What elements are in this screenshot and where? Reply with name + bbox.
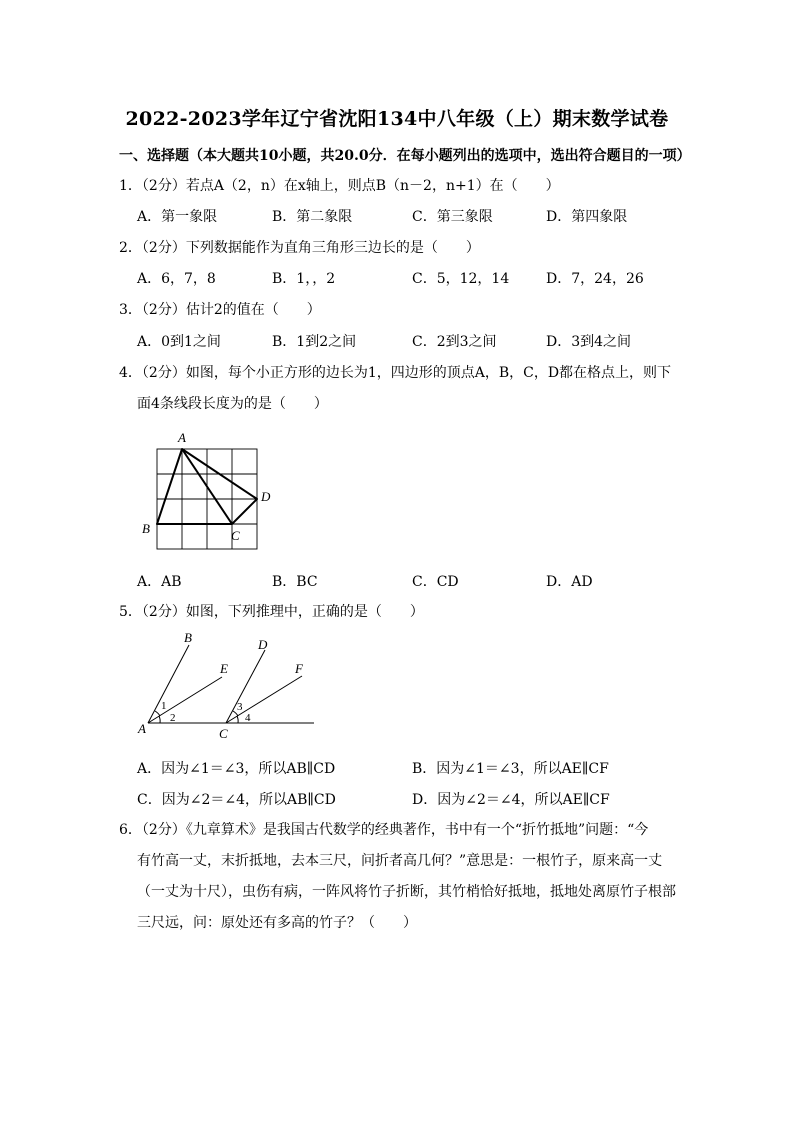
question-6-line-3: （一丈为十尺），虫伤有病，一阵风将竹子折断，其竹梢恰好抵地，抵地处离原竹子根部 [137, 884, 676, 900]
question-6-line-1: 6．（2分）《九章算术》是我国古代数学的经典著作，书中有一个“折竹抵地”问题：“今 [119, 822, 649, 838]
figure5-label-d: D [258, 637, 268, 652]
question-4-stem-line-2: 面4条线段长度为的是（ ） [137, 396, 328, 412]
figure5-label-a: A [138, 721, 146, 736]
question-2-stem: 2．（2分）下列数据能作为直角三角形三边长的是（ ） [119, 240, 480, 256]
question-4-stem-line-1: 4．（2分）如图，每个小正方形的边长为1，四边形的顶点A，B，C，D都在格点上，则下 [119, 365, 672, 381]
figure4-label-c: C [231, 528, 240, 543]
figure5-label-f: F [295, 661, 303, 676]
figure5-label-c: C [219, 726, 228, 741]
question-4-option-c[interactable]: C．CD [412, 574, 459, 590]
question-3-option-b[interactable]: B．1到2之间 [272, 334, 357, 350]
figure5-label-b: B [184, 630, 192, 645]
question-3-stem: 3．（2分）估计2的值在（ ） [119, 302, 321, 318]
question-2-option-a[interactable]: A．6，7，8 [137, 271, 216, 287]
page-title: 2022-2023学年辽宁省沈阳134中八年级（上）期末数学试卷 [125, 108, 669, 130]
question-1-option-b[interactable]: B．第二象限 [272, 209, 353, 225]
question-1-option-a[interactable]: A．第一象限 [137, 209, 218, 225]
question-1-option-d[interactable]: D．第四象限 [546, 209, 628, 225]
question-6-line-2: 有竹高一丈，末折抵地，去本三尺，问折者高几何？”意思是：一根竹子，原来高一丈 [137, 853, 663, 869]
question-4-option-d[interactable]: D．AD [546, 574, 593, 590]
question-4-option-b[interactable]: B．BC [272, 574, 318, 590]
question-5-angle-figure [134, 630, 324, 745]
question-2-option-d[interactable]: D．7，24，26 [546, 271, 644, 287]
figure4-label-d: D [261, 489, 271, 504]
question-2-option-c[interactable]: C．5，12，14 [412, 271, 510, 287]
question-5-option-a[interactable]: A．因为∠1＝∠3，所以AB∥CD [137, 761, 336, 777]
question-3-option-a[interactable]: A．0到1之间 [137, 334, 221, 350]
figure5-angle-2: 2 [170, 712, 176, 724]
figure4-label-b: B [142, 521, 150, 536]
question-4-option-a[interactable]: A．AB [137, 574, 182, 590]
figure5-angle-1: 1 [161, 700, 167, 712]
question-6-line-4: 三尺远，问：原处还有多高的竹子？（ ） [137, 915, 417, 931]
question-5-option-b[interactable]: B．因为∠1＝∠3，所以AE∥CF [412, 761, 609, 777]
question-4-grid-figure [135, 425, 285, 555]
question-2-option-b[interactable]: B．1，，2 [272, 271, 336, 287]
question-1-option-c[interactable]: C．第三象限 [412, 209, 493, 225]
question-3-option-c[interactable]: C．2到3之间 [412, 334, 497, 350]
question-5-stem: 5．（2分）如图，下列推理中，正确的是（ ） [119, 604, 424, 620]
question-5-option-d[interactable]: D．因为∠2＝∠4，所以AE∥CF [412, 792, 610, 808]
question-1-stem: 1．（2分）若点A（2，n）在x轴上，则点B（n－2，n+1）在（ ） [119, 178, 560, 194]
figure4-label-a: A [178, 430, 186, 445]
question-3-option-d[interactable]: D．3到4之间 [546, 334, 632, 350]
question-5-option-c[interactable]: C．因为∠2＝∠4，所以AB∥CD [137, 792, 336, 808]
figure5-angle-3: 3 [237, 701, 243, 713]
section-heading: 一、选择题（本大题共10小题，共20.0分．在每小题列出的选项中，选出符合题目的一项） [119, 148, 691, 164]
figure5-angle-4: 4 [245, 712, 251, 724]
figure5-label-e: E [220, 661, 228, 676]
